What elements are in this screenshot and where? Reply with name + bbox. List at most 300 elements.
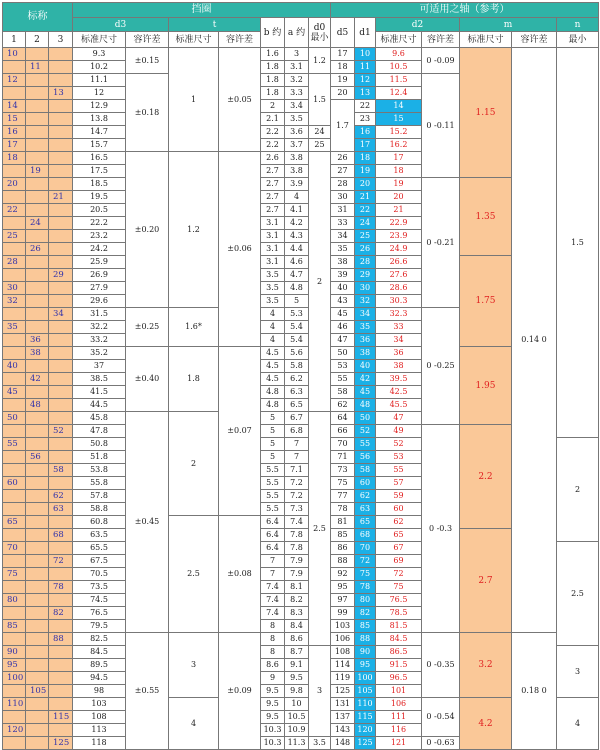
nominal-series-2: 24	[26, 217, 49, 230]
d1-cell: 36	[355, 334, 376, 347]
d1-cell: 15	[376, 113, 422, 126]
nominal-series-2	[26, 438, 49, 451]
d5-cell: 17	[331, 48, 355, 61]
retainer-header: 挡圈	[73, 3, 331, 18]
d3-std-cell: 13.8	[73, 113, 126, 126]
b-cell: 9.5	[261, 711, 285, 724]
d1-cell: 38	[355, 347, 376, 360]
d2-std-cell: 91.5	[376, 659, 422, 672]
d1-cell: 35	[355, 321, 376, 334]
d3-std-cell: 26.9	[73, 269, 126, 282]
d1-cell: 20	[355, 178, 376, 191]
d1-cell: 55	[355, 438, 376, 451]
d3-tolerance-cell: ±0.20	[126, 152, 169, 308]
d5-cell: 106	[331, 633, 355, 646]
nominal-series-3	[49, 334, 73, 347]
a-cell: 3.1	[285, 61, 309, 74]
b-cell: 1.6	[261, 48, 285, 61]
m-std-cell: 1.15	[460, 48, 512, 178]
d1-cell: 22	[355, 204, 376, 217]
d3-std-cell: 33.2	[73, 334, 126, 347]
d2-std-cell: 16.2	[376, 139, 422, 152]
nominal-series-1	[3, 308, 26, 321]
nominal-series-3	[49, 178, 73, 191]
d5-cell: 47	[331, 334, 355, 347]
d3-std-cell: 76.5	[73, 607, 126, 620]
nominal-series-2	[26, 308, 49, 321]
b-cell: 9.5	[261, 698, 285, 711]
nominal-series-2: 105	[26, 685, 49, 698]
a-cell: 3.4	[285, 100, 309, 113]
d1-cell: 56	[355, 451, 376, 464]
col2-header: 2	[26, 32, 49, 48]
b-cell: 6.4	[261, 542, 285, 555]
a-cell: 6.5	[285, 399, 309, 412]
nominal-series-1	[3, 737, 26, 750]
nominal-series-2	[26, 555, 49, 568]
d3-std-cell: 24.2	[73, 243, 126, 256]
d3-std-cell: 11.1	[73, 74, 126, 87]
b-cell: 2.2	[261, 126, 285, 139]
d5-cell: 66	[331, 425, 355, 438]
nominal-series-3: 62	[49, 490, 73, 503]
t-tolerance-cell: ±0.05	[219, 48, 261, 152]
nominal-series-2	[26, 425, 49, 438]
d3-std-cell: 51.8	[73, 451, 126, 464]
nominal-series-3	[49, 360, 73, 373]
d3-std-cell: 29.6	[73, 295, 126, 308]
b-cell: 2.1	[261, 113, 285, 126]
d3-std-cell: 94.5	[73, 672, 126, 685]
d5-cell: 119	[331, 672, 355, 685]
a-cell: 10	[285, 698, 309, 711]
d2-tolerance-cell: 0 -0.11	[422, 74, 460, 178]
b-cell: 4	[261, 308, 285, 321]
d2-std-cell: 96.5	[376, 672, 422, 685]
b-cell: 4	[261, 334, 285, 347]
b-cell: 10.3	[261, 737, 285, 750]
d1-cell: 88	[355, 633, 376, 646]
d5-cell: 137	[331, 711, 355, 724]
t-tolerance-cell: ±0.09	[219, 633, 261, 750]
b-cell: 6.4	[261, 529, 285, 542]
d3-std-cell: 67.5	[73, 555, 126, 568]
nominal-series-1: 55	[3, 438, 26, 451]
d5-cell: 81	[331, 516, 355, 529]
d2-tolerance-cell: 0 -0.09	[422, 48, 460, 74]
d5-cell: 31	[331, 204, 355, 217]
d5-cell: 34	[331, 230, 355, 243]
d3-std-cell: 15.7	[73, 139, 126, 152]
nominal-series-3	[49, 698, 73, 711]
nominal-series-3	[49, 412, 73, 425]
a-cell: 3.8	[285, 152, 309, 165]
b-cell: 1.8	[261, 87, 285, 100]
nominal-series-2	[26, 659, 49, 672]
d3-std-cell: 17.5	[73, 165, 126, 178]
d5-cell: 97	[331, 594, 355, 607]
d3-std-cell: 50.8	[73, 438, 126, 451]
nominal-series-3	[49, 61, 73, 74]
d2-tolerance-cell: 0 -0.25	[422, 308, 460, 425]
d2-std-cell: 42.5	[376, 386, 422, 399]
nominal-series-1	[3, 217, 26, 230]
b-cell: 7	[261, 568, 285, 581]
nominal-series-1	[3, 61, 26, 74]
nominal-series-2	[26, 269, 49, 282]
nominal-series-2	[26, 152, 49, 165]
d2-std-cell: 15.2	[376, 126, 422, 139]
b-cell: 2.7	[261, 165, 285, 178]
nominal-series-3: 115	[49, 711, 73, 724]
d3-std-cell: 60.8	[73, 516, 126, 529]
nominal-series-3	[49, 516, 73, 529]
a-cell: 7	[285, 451, 309, 464]
d1-cell: 30	[355, 282, 376, 295]
d5-cell: 114	[331, 659, 355, 672]
n-min-cell: 1.5	[557, 48, 599, 438]
d3-std-cell: 22.2	[73, 217, 126, 230]
a-cell: 4.7	[285, 269, 309, 282]
d5-cell: 22	[355, 100, 376, 113]
nominal-series-3	[49, 230, 73, 243]
t-std-cell: 4	[169, 698, 219, 750]
b-cell: 2.2	[261, 139, 285, 152]
d2-std-cell: 78.5	[376, 607, 422, 620]
nominal-series-1: 40	[3, 360, 26, 373]
d3-std-cell: 41.5	[73, 386, 126, 399]
nominal-series-3	[49, 74, 73, 87]
a-cell: 7.1	[285, 464, 309, 477]
d3-tolerance-cell: ±0.40	[126, 347, 169, 412]
d0-cell: 3	[309, 646, 331, 737]
d3-std-cell: 16.5	[73, 152, 126, 165]
nominal-series-3: 78	[49, 581, 73, 594]
n-header: n	[557, 18, 599, 32]
nominal-series-3: 34	[49, 308, 73, 321]
nominal-series-3	[49, 724, 73, 737]
nominal-series-2	[26, 490, 49, 503]
b-cell: 9.5	[261, 685, 285, 698]
nominal-series-1: 25	[3, 230, 26, 243]
d5-cell: 103	[331, 620, 355, 633]
col1-header: 1	[3, 32, 26, 48]
d5-cell: 64	[331, 412, 355, 425]
d2-tol-header: 容许差	[422, 32, 460, 48]
d5-cell: 45	[331, 308, 355, 321]
d5-cell: 30	[331, 191, 355, 204]
nominal-series-3	[49, 620, 73, 633]
d2-std-cell: 84.5	[376, 633, 422, 646]
table-row	[3, 698, 599, 711]
n-min-cell: 3	[557, 646, 599, 698]
b-cell: 7.4	[261, 607, 285, 620]
b-cell: 4.8	[261, 386, 285, 399]
d3-std-cell: 63.5	[73, 529, 126, 542]
nominal-series-1: 20	[3, 178, 26, 191]
b-cell: 1.8	[261, 74, 285, 87]
m-std-cell: 1.35	[460, 178, 512, 256]
d5-cell: 27	[331, 165, 355, 178]
nominal-series-3: 63	[49, 503, 73, 516]
d2-std-cell: 12.4	[376, 87, 422, 100]
nominal-series-3: 88	[49, 633, 73, 646]
nominal-series-2	[26, 321, 49, 334]
nominal-series-1: 18	[3, 152, 26, 165]
d2-std-cell: 76.5	[376, 594, 422, 607]
d2-std-cell: 32.3	[376, 308, 422, 321]
d5-cell: 19	[331, 74, 355, 87]
a-cell: 4	[285, 191, 309, 204]
a-cell: 3	[285, 48, 309, 61]
d3-std-cell: 53.8	[73, 464, 126, 477]
a-cell: 3.7	[285, 139, 309, 152]
nominal-series-3: 58	[49, 464, 73, 477]
a-cell: 3.6	[285, 126, 309, 139]
d3-tolerance-cell: ±0.25	[126, 308, 169, 347]
a-cell: 9.1	[285, 659, 309, 672]
nominal-series-2: 11	[26, 61, 49, 74]
nominal-series-1	[3, 451, 26, 464]
d1-cell: 11	[355, 61, 376, 74]
d3-std-cell: 12	[73, 87, 126, 100]
d5-cell: 23	[355, 113, 376, 126]
d2-std-cell: 57	[376, 477, 422, 490]
d3-std-cell: 70.5	[73, 568, 126, 581]
d1-cell: 45	[355, 386, 376, 399]
d5-cell: 70	[331, 438, 355, 451]
nominal-series-3	[49, 542, 73, 555]
d2-std-cell: 33	[376, 321, 422, 334]
nominal-series-3	[49, 646, 73, 659]
nominal-series-2	[26, 620, 49, 633]
d2-std-cell: 26.6	[376, 256, 422, 269]
d3-std-cell: 19.5	[73, 191, 126, 204]
d2-header: d2	[376, 18, 460, 32]
d2-std-cell: 52	[376, 438, 422, 451]
nominal-series-3	[49, 659, 73, 672]
nominal-series-3: 21	[49, 191, 73, 204]
d2-std-cell: 75	[376, 581, 422, 594]
nominal-series-2: 42	[26, 373, 49, 386]
d1-cell: 32	[355, 295, 376, 308]
d3-std-cell: 31.5	[73, 308, 126, 321]
nominal-series-2	[26, 711, 49, 724]
d3-std-cell: 47.8	[73, 425, 126, 438]
nominal-series-2	[26, 503, 49, 516]
d1-cell: 90	[355, 646, 376, 659]
d2-std-cell: 101	[376, 685, 422, 698]
b-cell: 5.5	[261, 503, 285, 516]
d3-std-cell: 84.5	[73, 646, 126, 659]
n-min-cell: 2	[557, 438, 599, 542]
t-std-cell: 2.5	[169, 516, 219, 633]
d5-cell: 75	[331, 477, 355, 490]
d3-std-cell: 74.5	[73, 594, 126, 607]
d1-cell: 68	[355, 529, 376, 542]
d2-std-cell: 59	[376, 490, 422, 503]
d2-std-cell: 116	[376, 724, 422, 737]
nominal-series-1	[3, 243, 26, 256]
a-cell: 5	[285, 295, 309, 308]
d5-cell: 62	[331, 399, 355, 412]
nominal-series-2	[26, 74, 49, 87]
d1-cell: 80	[355, 594, 376, 607]
t-tolerance-cell: ±0.06	[219, 152, 261, 347]
nominal-series-2	[26, 698, 49, 711]
d3-std-cell: 38.5	[73, 373, 126, 386]
d2-std-cell: 27.6	[376, 269, 422, 282]
t-std-cell: 1.6*	[169, 308, 219, 347]
b-cell: 10.3	[261, 724, 285, 737]
d2-std-cell: 60	[376, 503, 422, 516]
nominal-series-3	[49, 477, 73, 490]
b-cell: 3.5	[261, 295, 285, 308]
b-cell: 2	[261, 100, 285, 113]
t-tolerance-cell: ±0.08	[219, 516, 261, 633]
d2-std-cell: 121	[376, 737, 422, 750]
nominal-series-3	[49, 204, 73, 217]
nominal-series-2	[26, 542, 49, 555]
nominal-series-2	[26, 464, 49, 477]
nominal-series-1: 14	[3, 100, 26, 113]
d5-cell: 18	[331, 61, 355, 74]
nominal-series-1	[3, 490, 26, 503]
b-cell: 3.5	[261, 282, 285, 295]
a-cell: 5.4	[285, 321, 309, 334]
t-tolerance-cell: ±0.07	[219, 347, 261, 516]
b-cell: 3.5	[261, 269, 285, 282]
t-std-cell: 1.2	[169, 152, 219, 308]
d2-std-cell: 18	[376, 165, 422, 178]
col3-header: 3	[49, 32, 73, 48]
d3-std-cell: 20.5	[73, 204, 126, 217]
d3-std-cell: 9.3	[73, 48, 126, 61]
m-tolerance-cell: 0.18 0	[512, 633, 557, 750]
nominal-series-3: 29	[49, 269, 73, 282]
d3-std-cell: 79.5	[73, 620, 126, 633]
d2-std-cell: 38	[376, 360, 422, 373]
n-min-cell: 4	[557, 698, 599, 750]
d1-cell: 21	[355, 191, 376, 204]
nominal-series-1: 16	[3, 126, 26, 139]
nominal-series-2	[26, 139, 49, 152]
b-cell: 3.1	[261, 230, 285, 243]
a-cell: 8.1	[285, 581, 309, 594]
d3-std-cell: 45.8	[73, 412, 126, 425]
retaining-ring-table	[2, 2, 599, 750]
m-std-header: 标准尺寸	[460, 32, 512, 48]
d2-std-cell: 55	[376, 464, 422, 477]
n-min-cell: 2.5	[557, 542, 599, 646]
a-cell: 7.8	[285, 542, 309, 555]
d5-cell: 77	[331, 490, 355, 503]
d3-std-cell: 12.9	[73, 100, 126, 113]
d2-std-cell: 11.5	[376, 74, 422, 87]
d5-cell: 148	[331, 737, 355, 750]
a-cell: 3.9	[285, 178, 309, 191]
b-cell: 8	[261, 646, 285, 659]
b-cell: 4.5	[261, 347, 285, 360]
d1-cell: 52	[355, 425, 376, 438]
d1-cell: 12	[355, 74, 376, 87]
d0-cell: 2.5	[309, 412, 331, 646]
d2-std-cell: 24.9	[376, 243, 422, 256]
d5-cell: 143	[331, 724, 355, 737]
b-cell: 5.5	[261, 490, 285, 503]
nominal-series-2	[26, 412, 49, 425]
d1-cell: 125	[355, 737, 376, 750]
d1-cell: 110	[355, 698, 376, 711]
d5-cell: 26	[331, 152, 355, 165]
d1-cell: 34	[355, 308, 376, 321]
d2-tolerance-cell: 0 -0.63	[422, 737, 460, 750]
nominal-series-1	[3, 555, 26, 568]
nominal-series-3	[49, 256, 73, 269]
d3-std-cell: 25.9	[73, 256, 126, 269]
nominal-series-3	[49, 113, 73, 126]
nominal-series-2	[26, 113, 49, 126]
nominal-series-1	[3, 464, 26, 477]
a-cell: 5.4	[285, 334, 309, 347]
nominal-series-1: 80	[3, 594, 26, 607]
d5-cell: 99	[331, 607, 355, 620]
d2-std-cell: 22.9	[376, 217, 422, 230]
nominal-series-2	[26, 178, 49, 191]
d2-std-cell: 30.3	[376, 295, 422, 308]
nominal-series-2	[26, 737, 49, 750]
d1-cell: 40	[355, 360, 376, 373]
a-cell: 7.8	[285, 529, 309, 542]
d5-cell: 125	[331, 685, 355, 698]
d2-std-cell: 17	[376, 152, 422, 165]
nominal-series-3: 82	[49, 607, 73, 620]
nominal-series-1: 95	[3, 659, 26, 672]
nominal-series-3: 52	[49, 425, 73, 438]
d1-cell: 78	[355, 581, 376, 594]
d1-cell: 63	[355, 503, 376, 516]
d5-cell: 35	[331, 243, 355, 256]
nominal-series-2	[26, 191, 49, 204]
a-cell: 11.3	[285, 737, 309, 750]
nominal-series-3: 72	[49, 555, 73, 568]
table-row	[3, 256, 599, 269]
a-cell: 5.8	[285, 360, 309, 373]
d3-tolerance-cell: ±0.45	[126, 412, 169, 633]
d2-std-cell: 23.9	[376, 230, 422, 243]
b-cell: 5	[261, 412, 285, 425]
t-std-cell: 2	[169, 412, 219, 516]
d2-std-cell: 67	[376, 542, 422, 555]
nominal-series-1: 15	[3, 113, 26, 126]
nominal-series-1	[3, 581, 26, 594]
d3-std-cell: 58.8	[73, 503, 126, 516]
nominal-series-2	[26, 87, 49, 100]
a-cell: 6.8	[285, 425, 309, 438]
d1-cell: 24	[355, 217, 376, 230]
d1-cell: 75	[355, 568, 376, 581]
nominal-series-3	[49, 685, 73, 698]
a-cell: 7.2	[285, 477, 309, 490]
d1-cell: 25	[355, 230, 376, 243]
nominal-series-3	[49, 386, 73, 399]
d5-cell: 50	[331, 347, 355, 360]
b-cell: 3.1	[261, 256, 285, 269]
a-cell: 3.5	[285, 113, 309, 126]
b-cell: 8	[261, 620, 285, 633]
nominal-series-2	[26, 646, 49, 659]
nominal-series-1	[3, 334, 26, 347]
